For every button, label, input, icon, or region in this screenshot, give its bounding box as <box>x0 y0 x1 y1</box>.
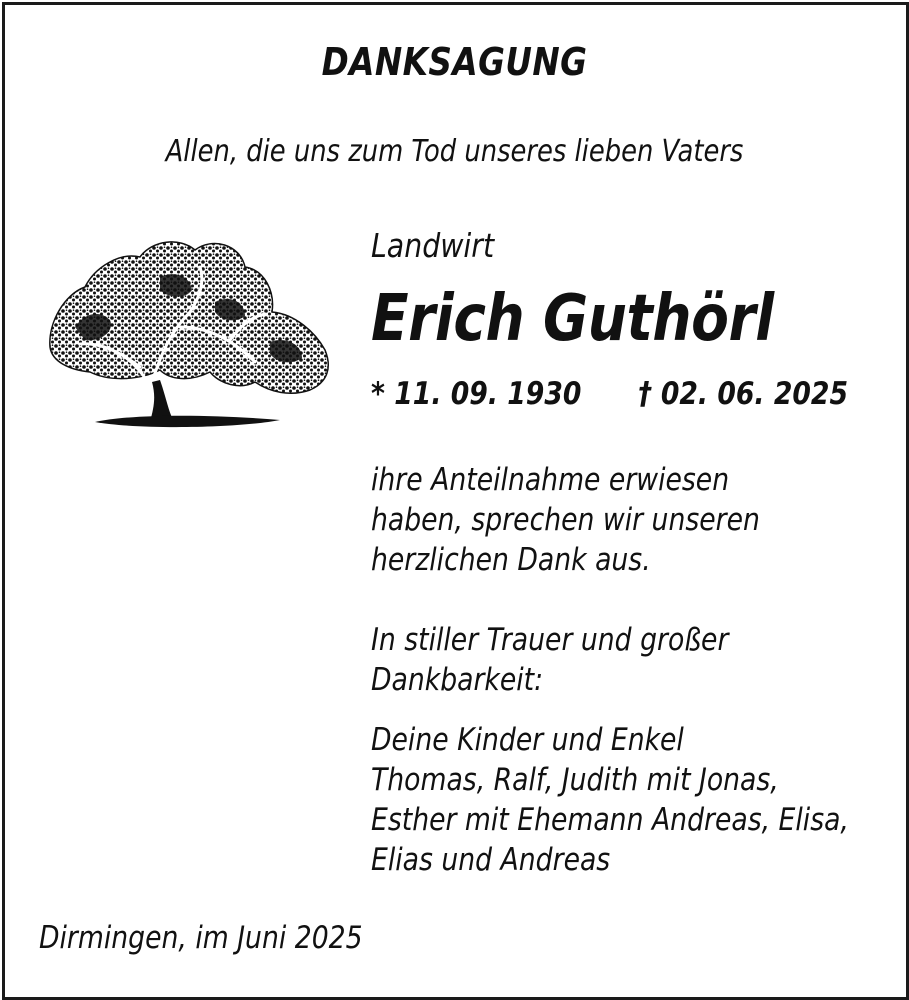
death-date: † 02. 06. 2025 <box>638 376 849 412</box>
family-line: Thomas, Ralf, Judith mit Jonas, <box>371 762 779 798</box>
thanks-line: ihre Anteilnahme erwiesen <box>371 462 730 498</box>
family-line: Deine Kinder und Enkel <box>371 722 684 758</box>
deceased-name: Erich Guthörl <box>371 282 774 356</box>
thanks-line: haben, sprechen wir unseren <box>371 502 760 538</box>
place-date: Dirmingen, im Juni 2025 <box>39 920 363 956</box>
birth-date: * 11. 09. 1930 <box>371 376 582 412</box>
family-line: Elias und Andreas <box>371 842 611 878</box>
family-paragraph <box>371 720 849 880</box>
intro-line: Allen, die uns zum Tod unseres lieben Vaters <box>165 134 744 169</box>
grief-line: In stiller Trauer und großer <box>371 622 729 658</box>
deceased-profession: Landwirt <box>371 226 495 265</box>
family-line: Esther mit Ehemann Andreas, Elisa, <box>371 802 849 838</box>
tree-icon <box>40 232 340 432</box>
thanks-paragraph <box>371 460 760 580</box>
thanks-line: herzlichen Dank aus. <box>371 542 651 578</box>
life-dates <box>371 376 848 412</box>
grief-line: Dankbarkeit: <box>371 662 544 698</box>
notice-heading: DANKSAGUNG <box>321 40 588 84</box>
grief-paragraph <box>371 620 728 700</box>
